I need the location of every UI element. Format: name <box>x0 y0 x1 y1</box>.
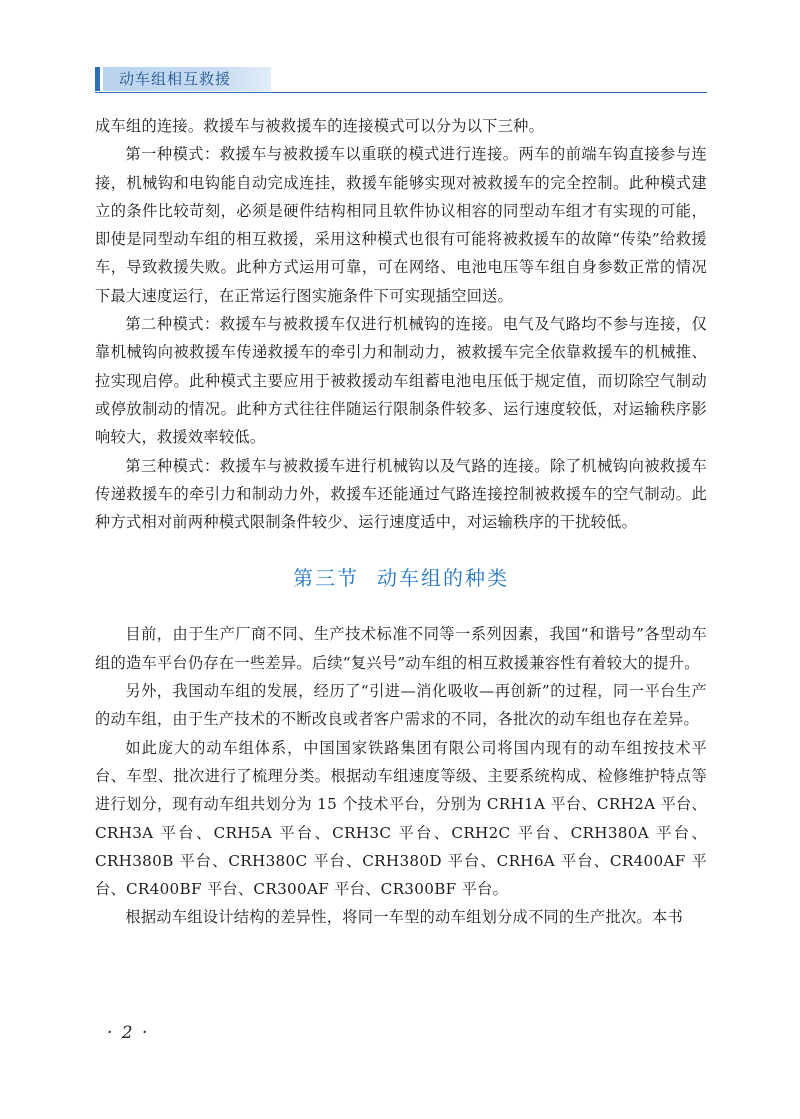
header-accent-bar <box>95 67 100 91</box>
paragraph-development: 另外，我国动车组的发展，经历了“引进—消化吸收—再创新”的过程，同一平台生产的动车组，由于生产技术的不断改良或者客户需求的不同，各批次的动车组也存在差异。 <box>95 682 707 729</box>
paragraph-mode-2: 第二种模式：救援车与被救援车仅进行机械钩的连接。电气及气路均不参与连接，仅靠机械钩向被救援车传递救援车的牵引力和制动力，被救援车完全依靠救援车的机械推、拉实现启停。此种模式主要应用于被救援动车组蓄电池电压低于规定值，而切除空气制动或停放制动的情况。此种方式往往伴随运行限制条件较多、运行速度较低，对运输秩序影响较大，救援效率较低。 <box>95 315 707 447</box>
paragraph-platforms: 如此庞大的动车组体系，中国国家铁路集团有限公司将国内现有的动车组按技术平台、车型、批次进行了梳理分类。根据动车组速度等级、主要系统构成、检修维护特点等进行划分，现有动车组共划分为 15 个技术平台，分别为 CRH1A 平台、CRH2A 平台、CRH3A 平台、CRH5A 平台、CRH3C 平台、CRH2C 平台、CRH380A 平台、CRH380B 平台、CRH380C 平台、CRH380D 平台、CRH6A 平台、CR400AF 平台、CR400BF 平台、CR300AF 平台、CR300BF 平台。 <box>95 738 707 899</box>
paragraph-batches: 根据动车组设计结构的差异性，将同一车型的动车组划分成不同的生产批次。本书 <box>125 908 683 927</box>
paragraph-mode-3: 第三种模式：救援车与被救援车进行机械钩以及气路的连接。除了机械钩向被救援车传递救援车的牵引力和制动力外，救援车还能通过气路连接控制被救援车的空气制动。此种方式相对前两种模式限制条件较少、运行速度适中，对运输秩序的干扰较低。 <box>95 456 707 532</box>
section-title: 动车组的种类 <box>377 566 509 591</box>
paragraph-continuation: 成车组的连接。救援车与被救援车的连接模式可以分为以下三种。 <box>95 117 545 135</box>
header-rule <box>95 92 707 93</box>
paragraph-intro: 目前，由于生产厂商不同、生产技术标准不同等一系列因素，我国“和谐号”各型动车组的造车平台仍存在一些差异。后续“复兴号”动车组的相互救援兼容性有着较大的提升。 <box>95 625 707 672</box>
section-heading <box>95 564 707 592</box>
paragraph-mode-1: 第一种模式：救援车与被救援车以重联的模式进行连接。两车的前端车钩直接参与连接，机械钩和电钩能自动完成连挂，救援车能够实现对被救援车的完全控制。此种模式建立的条件比较苛刻，必须是硬件结构相同且软件协议相容的同型动车组才有实现的可能，即使是同型动车组的相互救援，采用这种模式也很有可能将被救援车的故障“传染”给救援车，导致救援失败。此种方式运用可靠，可在网络、电池电压等车组自身参数正常的情况下最大速度运行，在正常运行图实施条件下可实现插空回送。 <box>95 145 707 305</box>
section-number: 第三节 <box>293 566 359 591</box>
chapter-title: 动车组相互救援 <box>119 70 232 88</box>
page-body <box>95 112 707 932</box>
header-title-box <box>103 67 271 91</box>
running-header <box>95 67 707 93</box>
page-number: · 2 · <box>107 1023 150 1043</box>
